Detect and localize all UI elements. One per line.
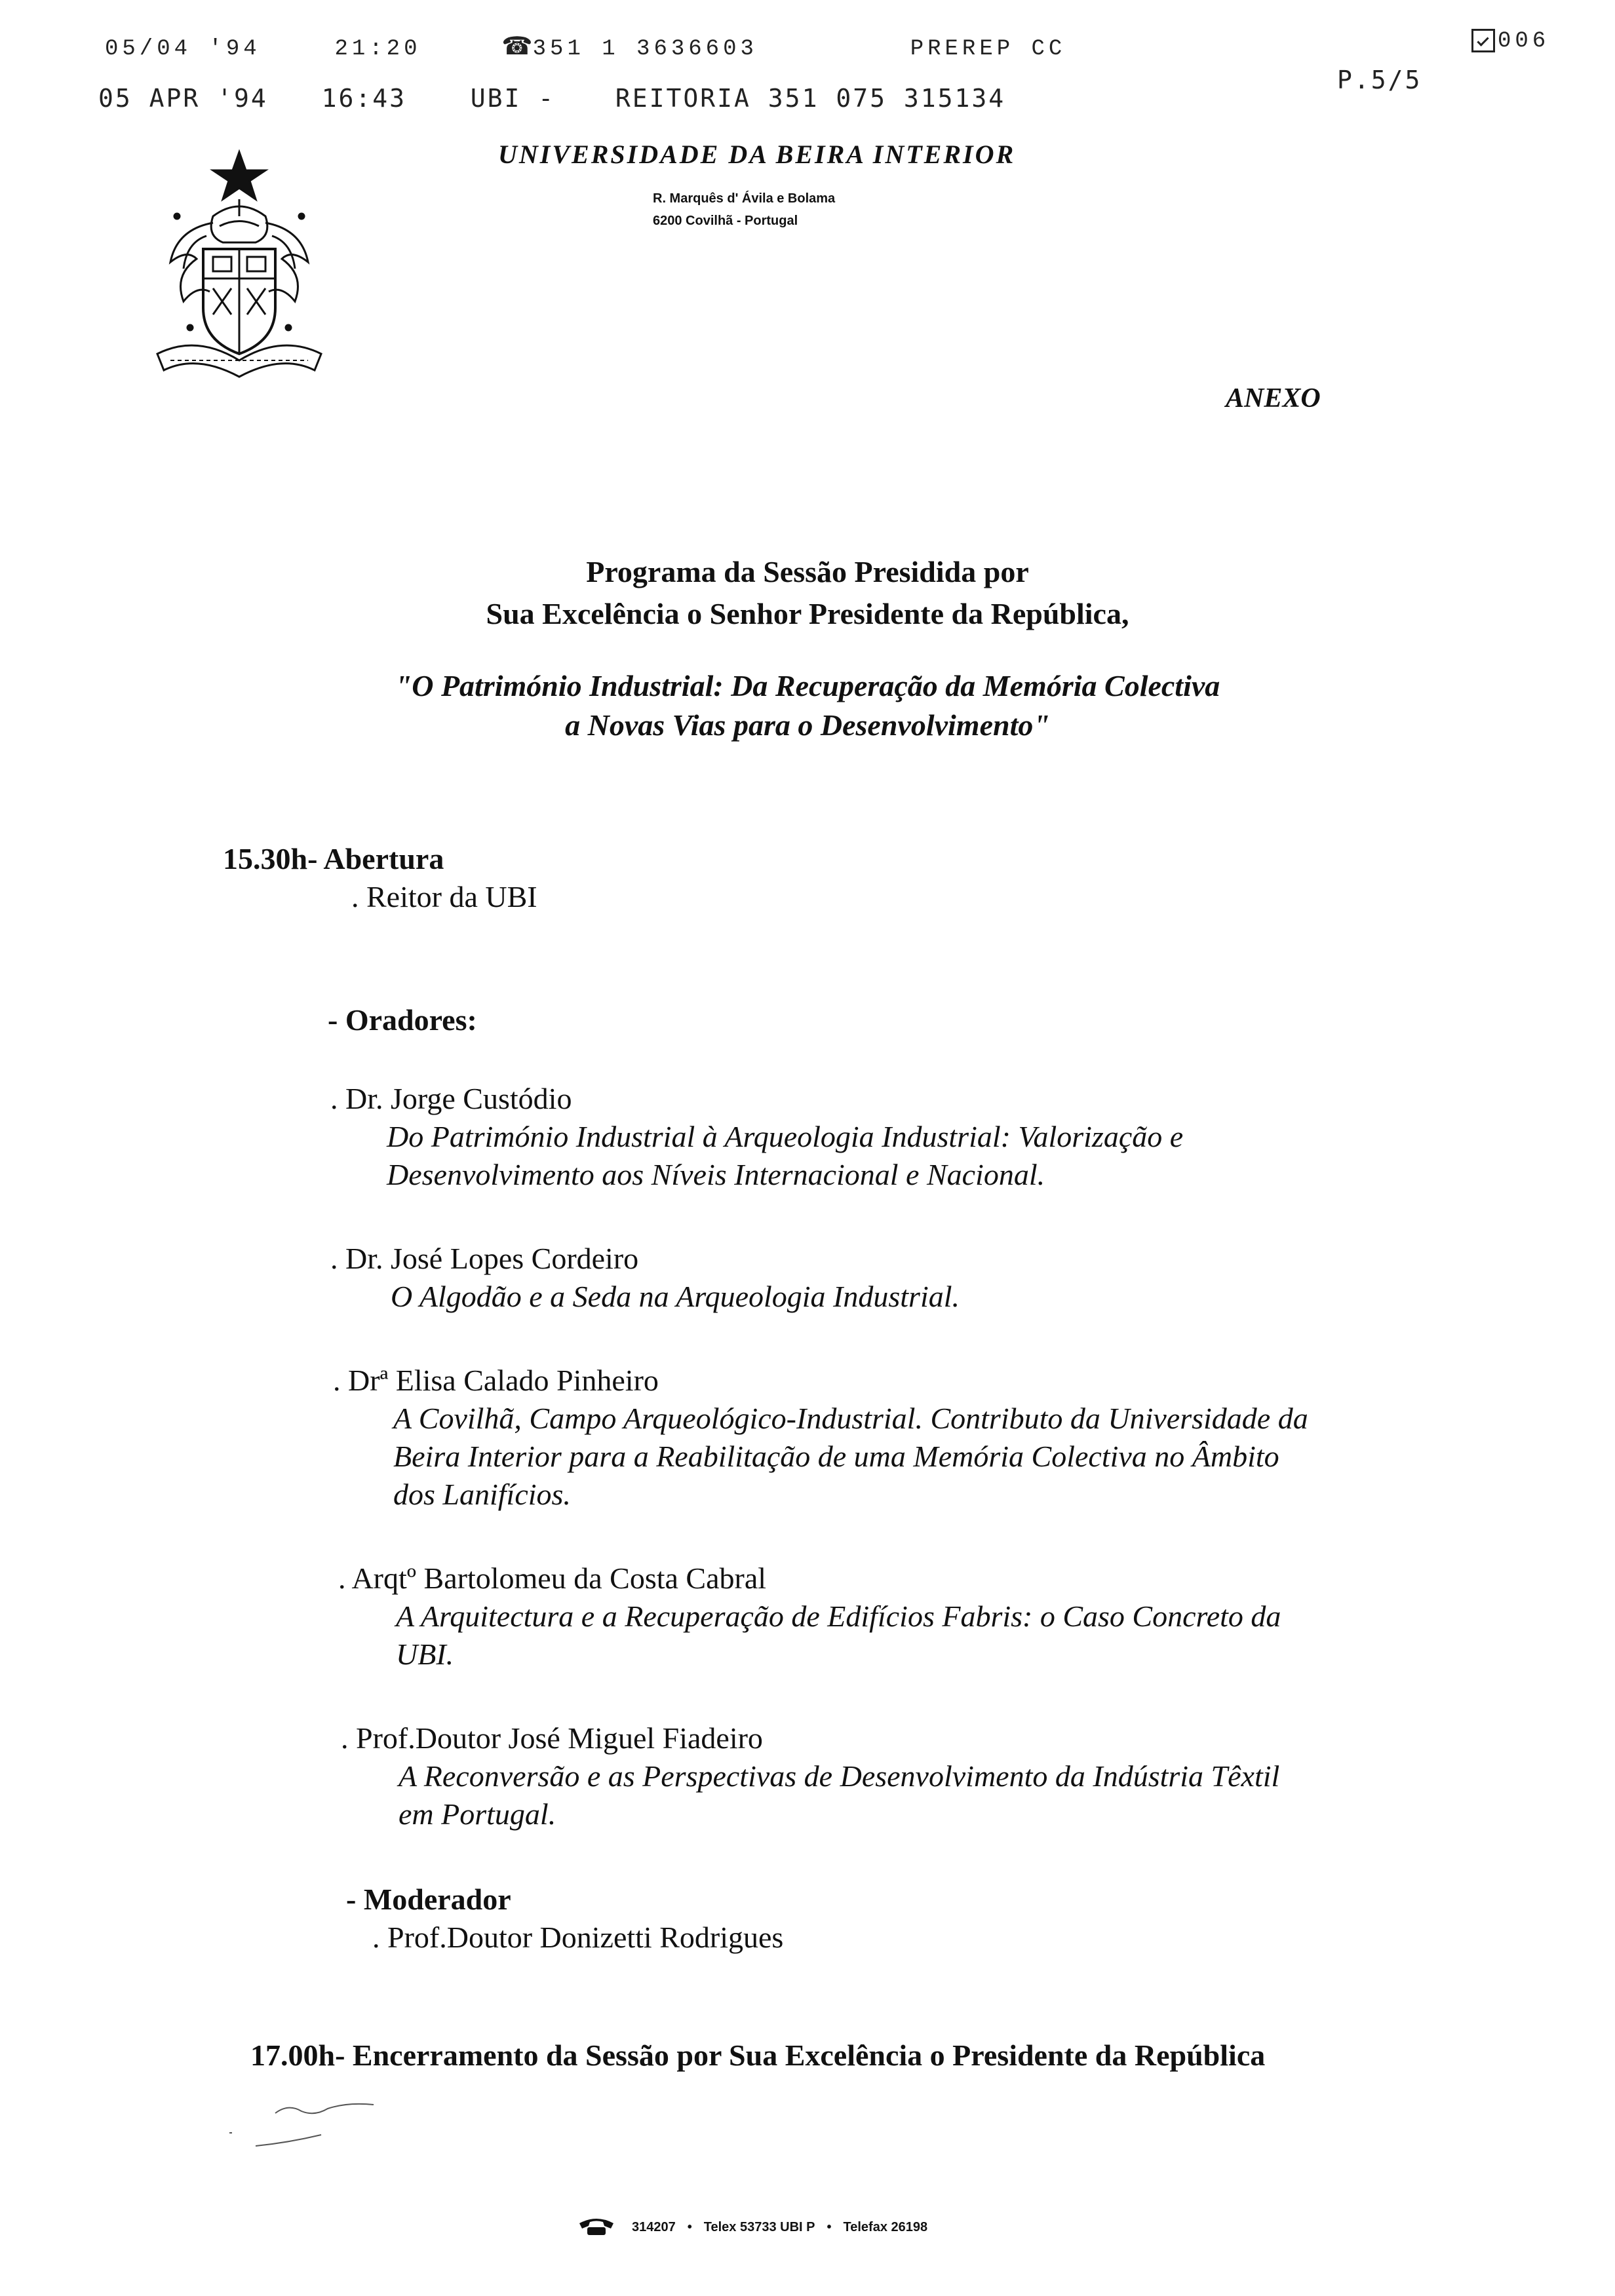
footer-phone: 314207: [632, 2220, 676, 2234]
fax-date-2: 05 APR '94: [98, 84, 268, 113]
fax-header-line1: [105, 31, 1066, 62]
signature-scribble: [216, 2097, 387, 2156]
program-subtitle-line2: a Novas Vias para o Desenvolvimento": [565, 708, 1050, 742]
speaker-talk-line: dos Lanifícios.: [393, 1478, 571, 1511]
fax-sender-2: UBI -: [470, 84, 556, 113]
program-subtitle-line1: "O Património Industrial: Da Recuperação da Memória Colectiva: [395, 669, 1220, 702]
fax-page-code: 006: [1471, 29, 1549, 54]
university-name: UNIVERSIDADE DA BEIRA INTERIOR: [498, 140, 1016, 169]
fax-time-2: 16:43: [321, 84, 406, 113]
speaker-talk-line: Do Património Industrial à Arqueologia Industrial: Valorização e: [387, 1120, 1184, 1153]
fax-sender: PREREP CC: [910, 37, 1066, 62]
speaker-name: . Prof.Doutor José Miguel Fiadeiro: [341, 1721, 763, 1755]
moderator-heading: - Moderador: [346, 1883, 511, 1916]
speaker-name: . Arqtº Bartolomeu da Costa Cabral: [338, 1561, 767, 1595]
closing-session: 17.00h- Encerramento da Sessão por Sua Excelência o Presidente da República: [250, 2038, 1266, 2072]
fax-date: 05/04 '94: [105, 37, 261, 62]
footer-telex: Telex 53733 UBI P: [703, 2220, 815, 2234]
fax-page-number: P.5/5: [1337, 66, 1422, 94]
speaker-talk-line: Desenvolvimento aos Níveis Internacional e Nacional.: [387, 1158, 1045, 1191]
footer-contacts: 314207 • Telex 53733 UBI P • Telefax 26198: [632, 2220, 928, 2234]
address-line1: R. Marquês d' Ávila e Bolama: [653, 191, 836, 206]
speakers-heading: - Oradores:: [328, 1003, 477, 1037]
fax-station: REITORIA 351 075 315134: [615, 84, 1006, 113]
speaker-talk-line: A Arquitectura e a Recuperação de Edifícios Fabris: o Caso Concreto da: [396, 1599, 1281, 1633]
speaker-talk-line: A Reconversão e as Perspectivas de Desenvolvimento da Indústria Têxtil: [399, 1759, 1280, 1793]
speaker-talk-line: Beira Interior para a Reabilitação de uma Memória Colectiva no Âmbito: [393, 1440, 1279, 1473]
checkbox-icon: [1471, 29, 1495, 52]
university-coat-of-arms-icon: [151, 144, 328, 380]
speaker-talk-line: em Portugal.: [399, 1797, 556, 1831]
speaker-name: . Drª Elisa Calado Pinheiro: [333, 1364, 659, 1397]
speaker-name: . Dr. Jorge Custódio: [330, 1082, 572, 1115]
speaker-talk-line: UBI.: [396, 1637, 454, 1671]
speaker-talk-line: A Covilhã, Campo Arqueológico-Industrial. Contributo da Universidade da: [393, 1402, 1308, 1435]
footer-telefax: Telefax 26198: [843, 2220, 928, 2234]
address-line2: 6200 Covilhã - Portugal: [653, 214, 798, 228]
telephone-icon: [577, 2217, 616, 2236]
annex-label: ANEXO: [1226, 383, 1321, 413]
program-title-line1: Programa da Sessão Presidida por: [586, 555, 1029, 588]
program-title-line2: Sua Excelência o Senhor Presidente da República,: [486, 597, 1129, 630]
phone-icon: ☎: [501, 31, 533, 60]
opening-time-label: 15.30h- Abertura: [223, 842, 444, 875]
opening-item: . Reitor da UBI: [351, 880, 537, 913]
speaker-name: . Dr. José Lopes Cordeiro: [330, 1242, 639, 1275]
fax-time: 21:20: [334, 37, 421, 62]
speaker-talk-line: O Algodão e a Seda na Arqueologia Industrial.: [391, 1280, 960, 1313]
fax-phone: 351 1 3636603: [532, 37, 758, 62]
fax-header-line2: [98, 84, 1005, 113]
moderator-name: . Prof.Doutor Donizetti Rodrigues: [372, 1921, 784, 1954]
